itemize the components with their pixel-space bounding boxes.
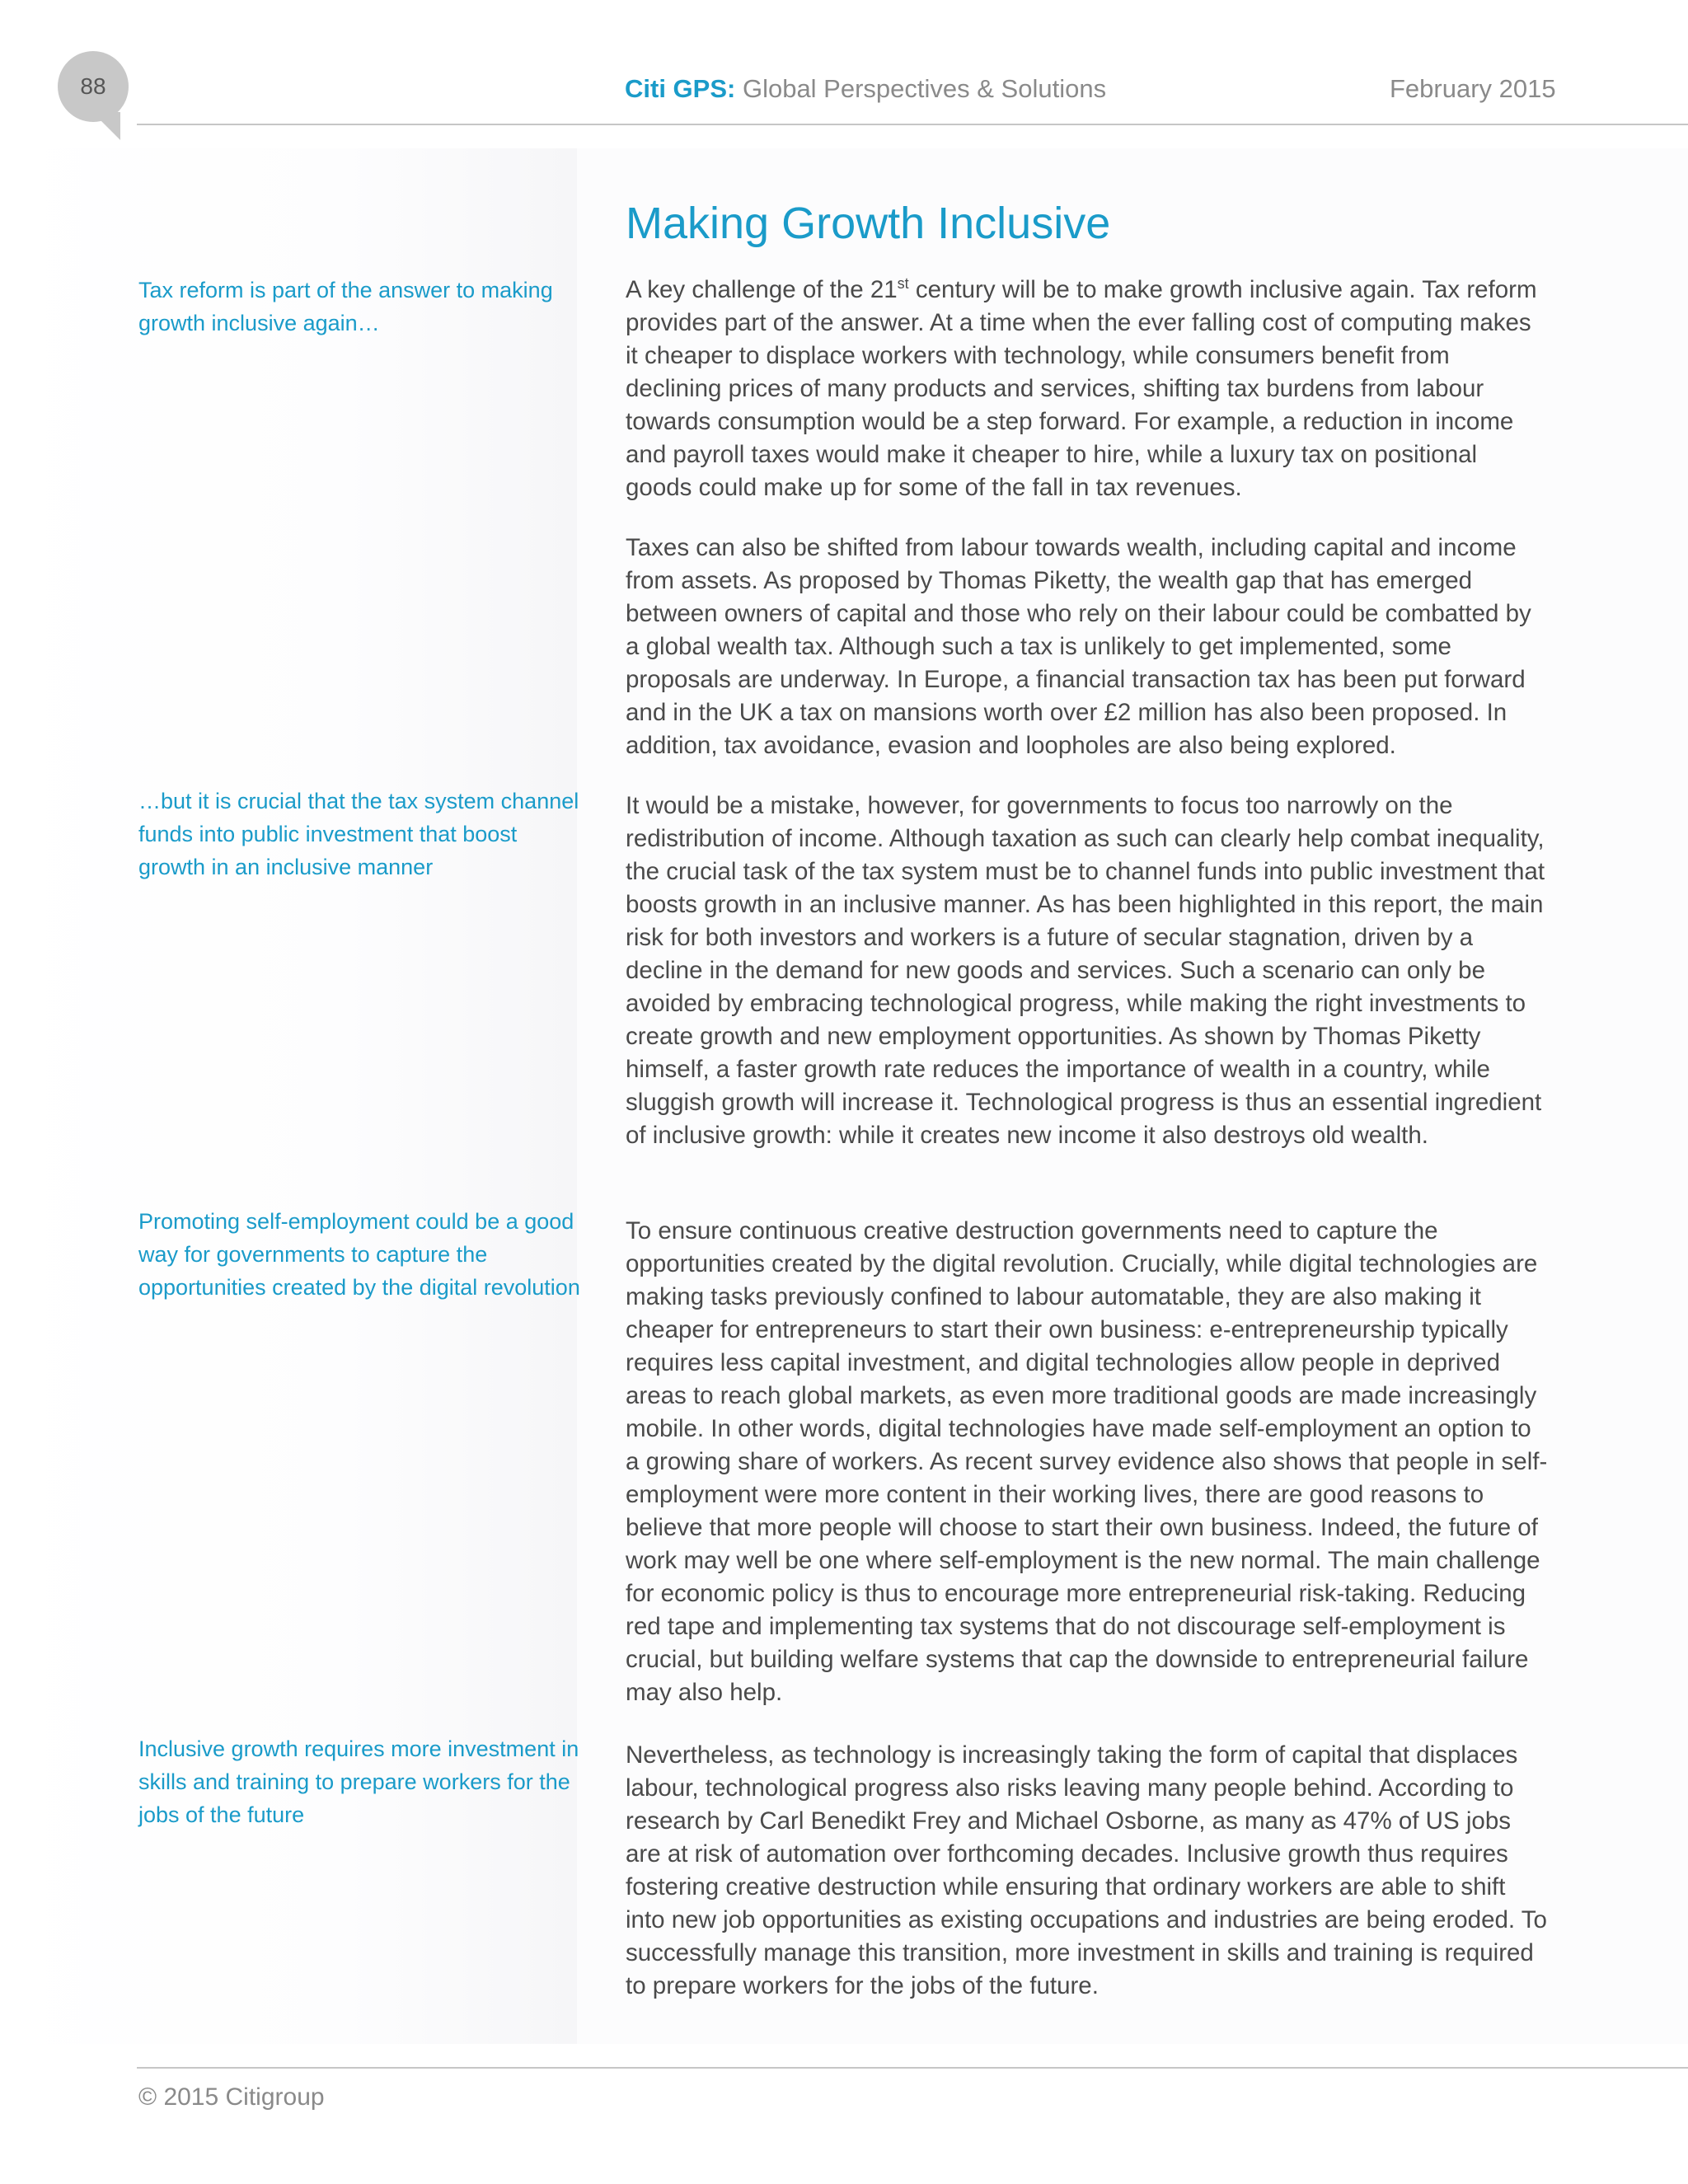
paragraph-4: To ensure continuous creative destruction governments need to capture the opportunities created by the digital revolution. Crucially, while digital technologies are making tasks previously confined to labour automatable, they are also making it cheaper for entrepreneurs to start their own business: e-entrepreneurship typically requires less capital investment, and digital technologies allow people in deprived areas to reach global markets, as even more traditional goods are made increasingly mobile. In other words, digital technologies have made self-employment an option to a growing share of workers. As recent survey evidence also shows that people in self-employment were more content in their working lives, there are good reasons to believe that more people will choose to start their own business. Indeed, the future of work may well be one where self-employment is the new normal. The main challenge for economic policy is thus to encourage more entrepreneurial risk-taking. Reducing red tape and implementing tax systems that do not discourage self-employment is crucial, but building welfare systems that cap the downside to entrepreneurial failure may also help. (626, 1217, 1548, 1706)
sidenote-self-employment: Promoting self-employment could be a good way for governments to capture the opportunities created by the digital revolution (138, 1209, 580, 1300)
page-badge-pointer (92, 112, 120, 140)
footer-divider (137, 2067, 1688, 2069)
paragraph-1 (626, 274, 1549, 504)
page-number-badge: 88 (58, 51, 129, 122)
sidenote-public-investment: …but it is crucial that the tax system channel funds into public investment that boost growth in an inclusive manner (138, 789, 579, 879)
sidenote-skills-training: Inclusive growth requires more investment in skills and training to prepare workers for the jobs of the future (138, 1736, 579, 1827)
paragraph-1-superscript: st (897, 275, 909, 293)
footer-copyright: © 2015 Citigroup (138, 2083, 325, 2111)
header-divider (137, 124, 1688, 125)
header-date: February 2015 (1390, 74, 1556, 103)
paragraph-1-rest: century will be to make growth inclusive again. Tax reform provides part of the answer. At a time when the ever falling cost of computing makes it cheaper to displace workers with technology, while consumers benefit from declining prices of many products and services, shifting tax burdens from labour towards consumption would be a step forward. For example, a reduction in income and payroll taxes would make it cheaper to hire, while a luxury tax on positional goods could make up for some of the fall in tax revenues. (626, 276, 1537, 501)
sidenote-tax-reform: Tax reform is part of the answer to making growth inclusive again… (138, 278, 553, 335)
page-title: Making Growth Inclusive (626, 199, 1111, 248)
brand-subtitle: Global Perspectives & Solutions (735, 74, 1107, 103)
paragraph-2: Taxes can also be shifted from labour towards wealth, including capital and income from assets. As proposed by Thomas Piketty, the wealth gap that has emerged between owners of capital and those who rely on their labour could be combatted by a global wealth tax. Although such a tax is unlikely to get implemented, some proposals are underway. In Europe, a financial transaction tax has been put forward and in the UK a tax on mansions worth over £2 million has also been proposed. In addition, tax avoidance, evasion and loopholes are also being explored. (626, 534, 1531, 759)
paragraph-1-start: A key challenge of the 21 (626, 276, 898, 303)
brand-name: Citi GPS: (625, 74, 736, 103)
header-brand (625, 74, 1106, 104)
paragraph-5: Nevertheless, as technology is increasingly taking the form of capital that displaces labour, technological progress also risks leaving many people behind. According to research by Carl Benedikt Frey and Michael Osborne, as many as 47% of US jobs are at risk of automation over forthcoming decades. Inclusive growth thus requires fostering creative destruction while ensuring that ordinary workers are able to shift into new job opportunities as existing occupations and industries are being eroded. To successfully manage this transition, more investment in skills and training is required to prepare workers for the jobs of the future. (626, 1741, 1547, 1999)
paragraph-3: It would be a mistake, however, for governments to focus too narrowly on the redistribution of income. Although taxation as such can clearly help combat inequality, the crucial task of the tax system must be to channel funds into public investment that boosts growth in an inclusive manner. As has been highlighted in this report, the main risk for both investors and workers is a future of secular stagnation, driven by a decline in the demand for new goods and services. Such a scenario can only be avoided by embracing technological progress, while making the right investments to create growth and new employment opportunities. As shown by Thomas Piketty himself, a faster growth rate reduces the importance of wealth in a country, while sluggish growth will increase it. Technological progress is thus an essential ingredient of inclusive growth: while it creates new income it also destroys old wealth. (626, 792, 1545, 1149)
